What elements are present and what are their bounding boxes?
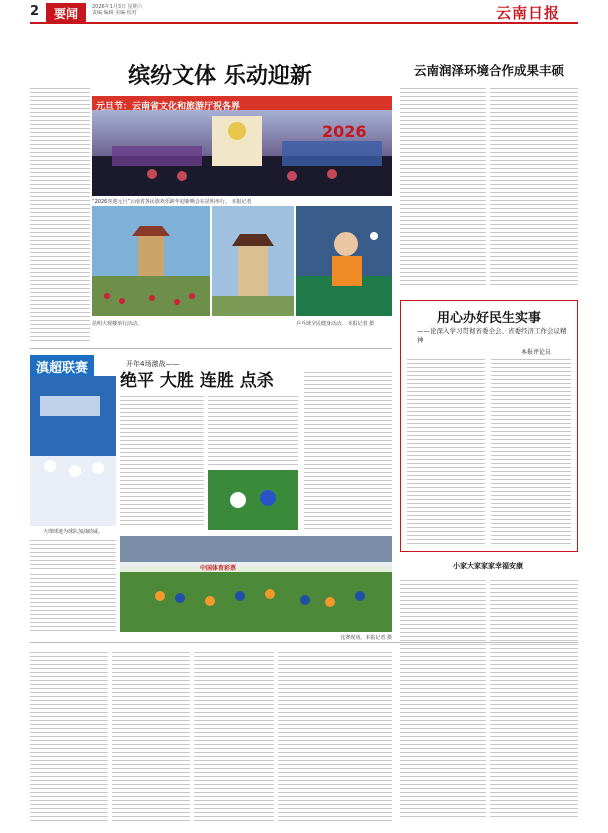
article-column xyxy=(304,372,392,532)
banner-year: 2026 xyxy=(322,122,367,141)
article-column xyxy=(490,580,578,820)
article-column xyxy=(400,580,486,820)
photo-caption: 大理球迷为球队加油助威。 xyxy=(42,529,103,535)
fans-photo xyxy=(30,376,116,526)
article-column xyxy=(194,652,274,822)
photo-caption: 乒乓球全民健身活动。 本报记者 摄 xyxy=(296,321,375,327)
commentary-box xyxy=(400,300,578,552)
article-column xyxy=(30,540,116,570)
page-number: 2 xyxy=(30,4,40,19)
sports-kicker: 开年4场激战—— xyxy=(126,360,180,368)
bottom-right-title: 小家大家家家幸福安康 xyxy=(453,561,523,570)
header-rule xyxy=(30,22,578,24)
meta-line: 2026年1月3日 星期六 xyxy=(92,4,143,10)
stage-photo xyxy=(92,96,392,196)
pavilion-photo-2 xyxy=(212,206,294,316)
pavilion-photo xyxy=(92,206,210,316)
article-column xyxy=(208,396,298,468)
photo-caption: 昆明大观楼举行活动。 xyxy=(92,321,143,327)
photo-caption: “2026喜迎元旦”云南省各民族欢乐跨年迎新晚会在昆明举行。 本报记者 xyxy=(92,199,252,205)
article-column xyxy=(400,88,486,288)
commentary-byline: 本报评论员 xyxy=(521,349,552,356)
article-column xyxy=(490,88,578,288)
photo-caption: 比赛现场。本报记者 摄 xyxy=(340,635,392,641)
commentary-subtitle: ——论深入学习贯彻省委全会、省委经济工作会议精神 xyxy=(417,327,567,344)
article-column xyxy=(407,359,485,545)
article-column xyxy=(120,396,204,526)
sports-title: 绝平 大胜 连胜 点杀 xyxy=(120,371,274,391)
article-column xyxy=(491,359,571,545)
meta-line: 责编·编辑 美编·校对 xyxy=(92,10,137,16)
commentary-title: 用心办好民生实事 xyxy=(436,311,541,326)
article-column xyxy=(30,652,108,822)
pingpong-photo xyxy=(296,206,392,316)
issue-meta xyxy=(92,4,172,16)
feature-title: 缤纷文体 乐动迎新 xyxy=(128,63,312,89)
match-photo xyxy=(208,470,298,530)
article-column xyxy=(278,652,392,822)
right-top-title-area xyxy=(400,60,578,82)
banner-text: 元旦节：云南省文化和旅游厅祝各界 xyxy=(96,102,241,112)
sports-title-area xyxy=(120,370,320,392)
right-top-title: 云南润泽环境合作成果丰硕 xyxy=(413,63,564,78)
stadium-photo xyxy=(120,536,392,632)
ad-board-text: 中国体育彩票 xyxy=(200,565,237,572)
article-column xyxy=(30,88,90,344)
article-column xyxy=(30,574,116,634)
section-label: 要闻 xyxy=(46,3,86,24)
article-column xyxy=(112,652,190,822)
bottom-right-title-area xyxy=(400,556,576,576)
sports-tag: 滇超联赛 xyxy=(30,355,94,378)
feature-title-area xyxy=(30,56,392,96)
newspaper-logo: 云南日报 xyxy=(495,4,560,22)
